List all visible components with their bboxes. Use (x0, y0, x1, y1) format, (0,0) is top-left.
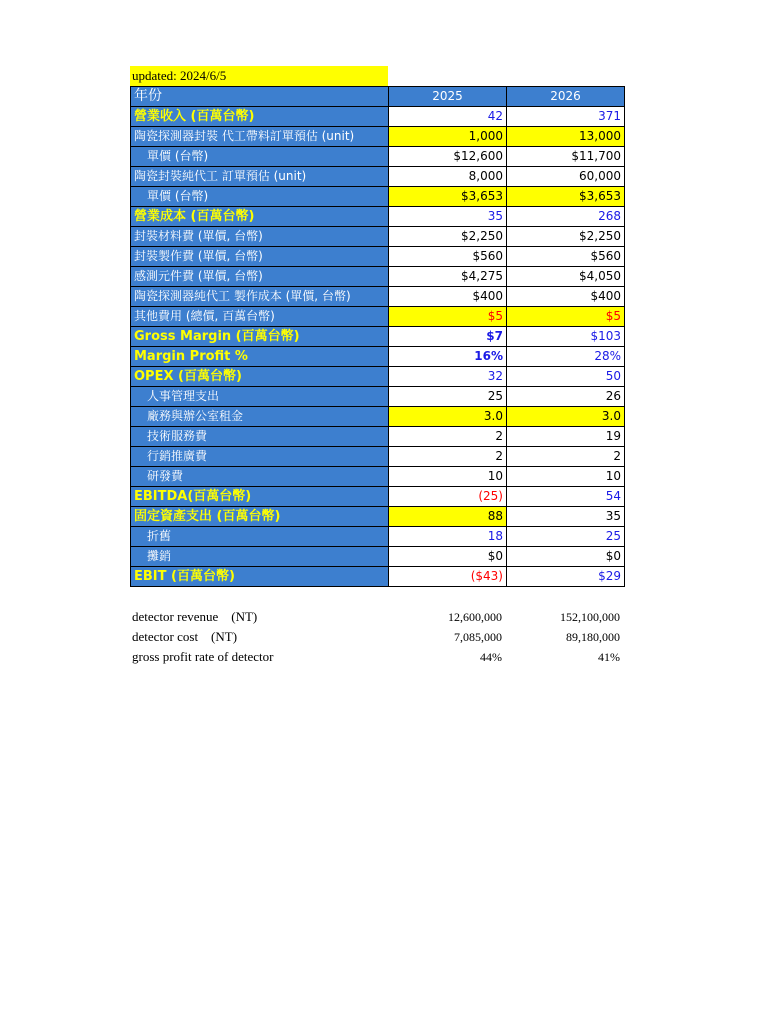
cell-label[interactable]: Gross Margin (百萬台幣) (131, 327, 389, 347)
cell-value-2026[interactable]: $560 (507, 247, 625, 267)
cell-value-2025[interactable]: $560 (389, 247, 507, 267)
cell-label[interactable]: 感測元件費 (單價, 台幣) (131, 267, 389, 287)
cell-value-2025[interactable]: (25) (389, 487, 507, 507)
cell-value-2025[interactable]: 88 (389, 507, 507, 527)
cell-value-2025[interactable]: $400 (389, 287, 507, 307)
table-row-production-cost (131, 247, 625, 267)
table-row-detector-orders (131, 127, 625, 147)
cell-value-2025[interactable]: $3,653 (389, 187, 507, 207)
cell-value-2025[interactable]: 10 (389, 467, 507, 487)
cell-value-2025[interactable]: 42 (389, 107, 507, 127)
cell-value-2026[interactable]: $400 (507, 287, 625, 307)
financial-forecast-table (130, 86, 625, 587)
table-row-cost-of-revenue (131, 207, 625, 227)
cell-value-2026[interactable]: 50 (507, 367, 625, 387)
table-row-amortization (131, 547, 625, 567)
table-row-marketing (131, 447, 625, 467)
cell-label[interactable]: 技術服務費 (131, 427, 389, 447)
cell-value-2025[interactable]: 25 (389, 387, 507, 407)
cell-value-2025[interactable]: 3.0 (389, 407, 507, 427)
table-row-capex (131, 507, 625, 527)
detector-cost-2025: 7,085,000 (454, 630, 502, 644)
table-header-row (131, 87, 625, 107)
cell-value-2025[interactable]: $7 (389, 327, 507, 347)
cell-value-2026[interactable]: 268 (507, 207, 625, 227)
cell-label[interactable]: 陶瓷探測器純代工 製作成本 (單價, 台幣) (131, 287, 389, 307)
cell-value-2025[interactable]: 18 (389, 527, 507, 547)
cell-value-2025[interactable]: $12,600 (389, 147, 507, 167)
table-row-margin-profit (131, 347, 625, 367)
cell-label[interactable]: 研發費 (131, 467, 389, 487)
table-row-revenue (131, 107, 625, 127)
table-row-gross-margin (131, 327, 625, 347)
cell-value-2026[interactable]: 13,000 (507, 127, 625, 147)
detector-cost-2026: 89,180,000 (566, 630, 620, 644)
cell-value-2025[interactable]: 1,000 (389, 127, 507, 147)
cell-label[interactable]: 單價 (台幣) (131, 147, 389, 167)
detector-gross-profit-2026: 41% (598, 650, 620, 664)
cell-value-2026[interactable]: $5 (507, 307, 625, 327)
cell-value-2025[interactable]: ($43) (389, 567, 507, 587)
cell-label[interactable]: Margin Profit % (131, 347, 389, 367)
cell-value-2026[interactable]: 54 (507, 487, 625, 507)
cell-label[interactable]: 營業收入 (百萬台幣) (131, 107, 389, 127)
cell-label[interactable]: 陶瓷探測器封裝 代工帶料訂單預估 (unit) (131, 127, 389, 147)
cell-value-2026[interactable]: $2,250 (507, 227, 625, 247)
cell-label[interactable]: 封裝製作費 (單價, 台幣) (131, 247, 389, 267)
cell-value-2026[interactable]: $0 (507, 547, 625, 567)
cell-label[interactable]: EBITDA(百萬台幣) (131, 487, 389, 507)
detector-revenue-row (130, 607, 624, 627)
detector-revenue-label: detector revenue (NT) (132, 609, 258, 624)
detector-gross-profit-row (130, 647, 624, 667)
table-row-other-expenses (131, 307, 625, 327)
table-row-ebit (131, 567, 625, 587)
cell-value-2026[interactable]: 35 (507, 507, 625, 527)
detector-cost-label: detector cost (NT) (132, 629, 238, 644)
cell-label[interactable]: 廠務與辦公室租金 (131, 407, 389, 427)
cell-label[interactable]: 營業成本 (百萬台幣) (131, 207, 389, 227)
cell-value-2026[interactable]: $4,050 (507, 267, 625, 287)
updated-date-label: updated: 2024/6/5 (130, 66, 388, 86)
cell-label[interactable]: 單價 (台幣) (131, 187, 389, 207)
table-row-tech-services (131, 427, 625, 447)
cell-year-2025[interactable]: 2025 (389, 87, 507, 107)
detector-gross-profit-2025: 44% (480, 650, 502, 664)
cell-value-2026[interactable]: $11,700 (507, 147, 625, 167)
table-row-material-cost (131, 227, 625, 247)
cell-value-2025[interactable]: 2 (389, 427, 507, 447)
detector-gross-profit-label: gross profit rate of detector (132, 649, 274, 664)
cell-value-2026[interactable]: 10 (507, 467, 625, 487)
cell-value-2026[interactable]: 371 (507, 107, 625, 127)
table-row-sensor-cost (131, 267, 625, 287)
detector-revenue-2025: 12,600,000 (448, 610, 502, 624)
cell-value-2026[interactable]: $3,653 (507, 187, 625, 207)
cell-value-2026[interactable]: 28% (507, 347, 625, 367)
cell-value-2025[interactable]: $0 (389, 547, 507, 567)
cell-value-2025[interactable]: 8,000 (389, 167, 507, 187)
table-row-opex (131, 367, 625, 387)
cell-value-2025[interactable]: 32 (389, 367, 507, 387)
detector-cost-row (130, 627, 624, 647)
cell-label[interactable]: 攤銷 (131, 547, 389, 567)
table-row-rnd (131, 467, 625, 487)
cell-value-2025[interactable]: 16% (389, 347, 507, 367)
table-row-packaging-unit-price (131, 187, 625, 207)
table-row-depreciation (131, 527, 625, 547)
cell-value-2025[interactable]: $5 (389, 307, 507, 327)
cell-label[interactable]: 封裝材料費 (單價, 台幣) (131, 227, 389, 247)
cell-label[interactable]: OPEX (百萬台幣) (131, 367, 389, 387)
cell-value-2025[interactable]: $2,250 (389, 227, 507, 247)
cell-value-2026[interactable]: $103 (507, 327, 625, 347)
table-row-packaging-orders (131, 167, 625, 187)
table-row-oem-cost (131, 287, 625, 307)
cell-label[interactable]: 折舊 (131, 527, 389, 547)
cell-value-2026[interactable]: 19 (507, 427, 625, 447)
table-row-personnel (131, 387, 625, 407)
cell-value-2025[interactable]: $4,275 (389, 267, 507, 287)
cell-label[interactable]: 行銷推廣費 (131, 447, 389, 467)
cell-value-2026[interactable]: $29 (507, 567, 625, 587)
cell-value-2025[interactable]: 2 (389, 447, 507, 467)
cell-value-2026[interactable]: 26 (507, 387, 625, 407)
cell-label[interactable]: 其他費用 (總價, 百萬台幣) (131, 307, 389, 327)
detector-revenue-2026: 152,100,000 (560, 610, 620, 624)
cell-label[interactable]: 固定資產支出 (百萬台幣) (131, 507, 389, 527)
cell-value-2026[interactable]: 3.0 (507, 407, 625, 427)
cell-value-2026[interactable]: 25 (507, 527, 625, 547)
cell-label[interactable]: 陶瓷封裝純代工 訂單預估 (unit) (131, 167, 389, 187)
cell-year-2026[interactable]: 2026 (507, 87, 625, 107)
table-row-rent (131, 407, 625, 427)
cell-label[interactable]: EBIT (百萬台幣) (131, 567, 389, 587)
cell-value-2026[interactable]: 60,000 (507, 167, 625, 187)
table-row-detector-unit-price (131, 147, 625, 167)
cell-value-2026[interactable]: 2 (507, 447, 625, 467)
cell-value-2025[interactable]: 35 (389, 207, 507, 227)
cell-label[interactable]: 人事管理支出 (131, 387, 389, 407)
table-row-ebitda (131, 487, 625, 507)
cell-label-year[interactable]: 年份 (131, 87, 389, 107)
